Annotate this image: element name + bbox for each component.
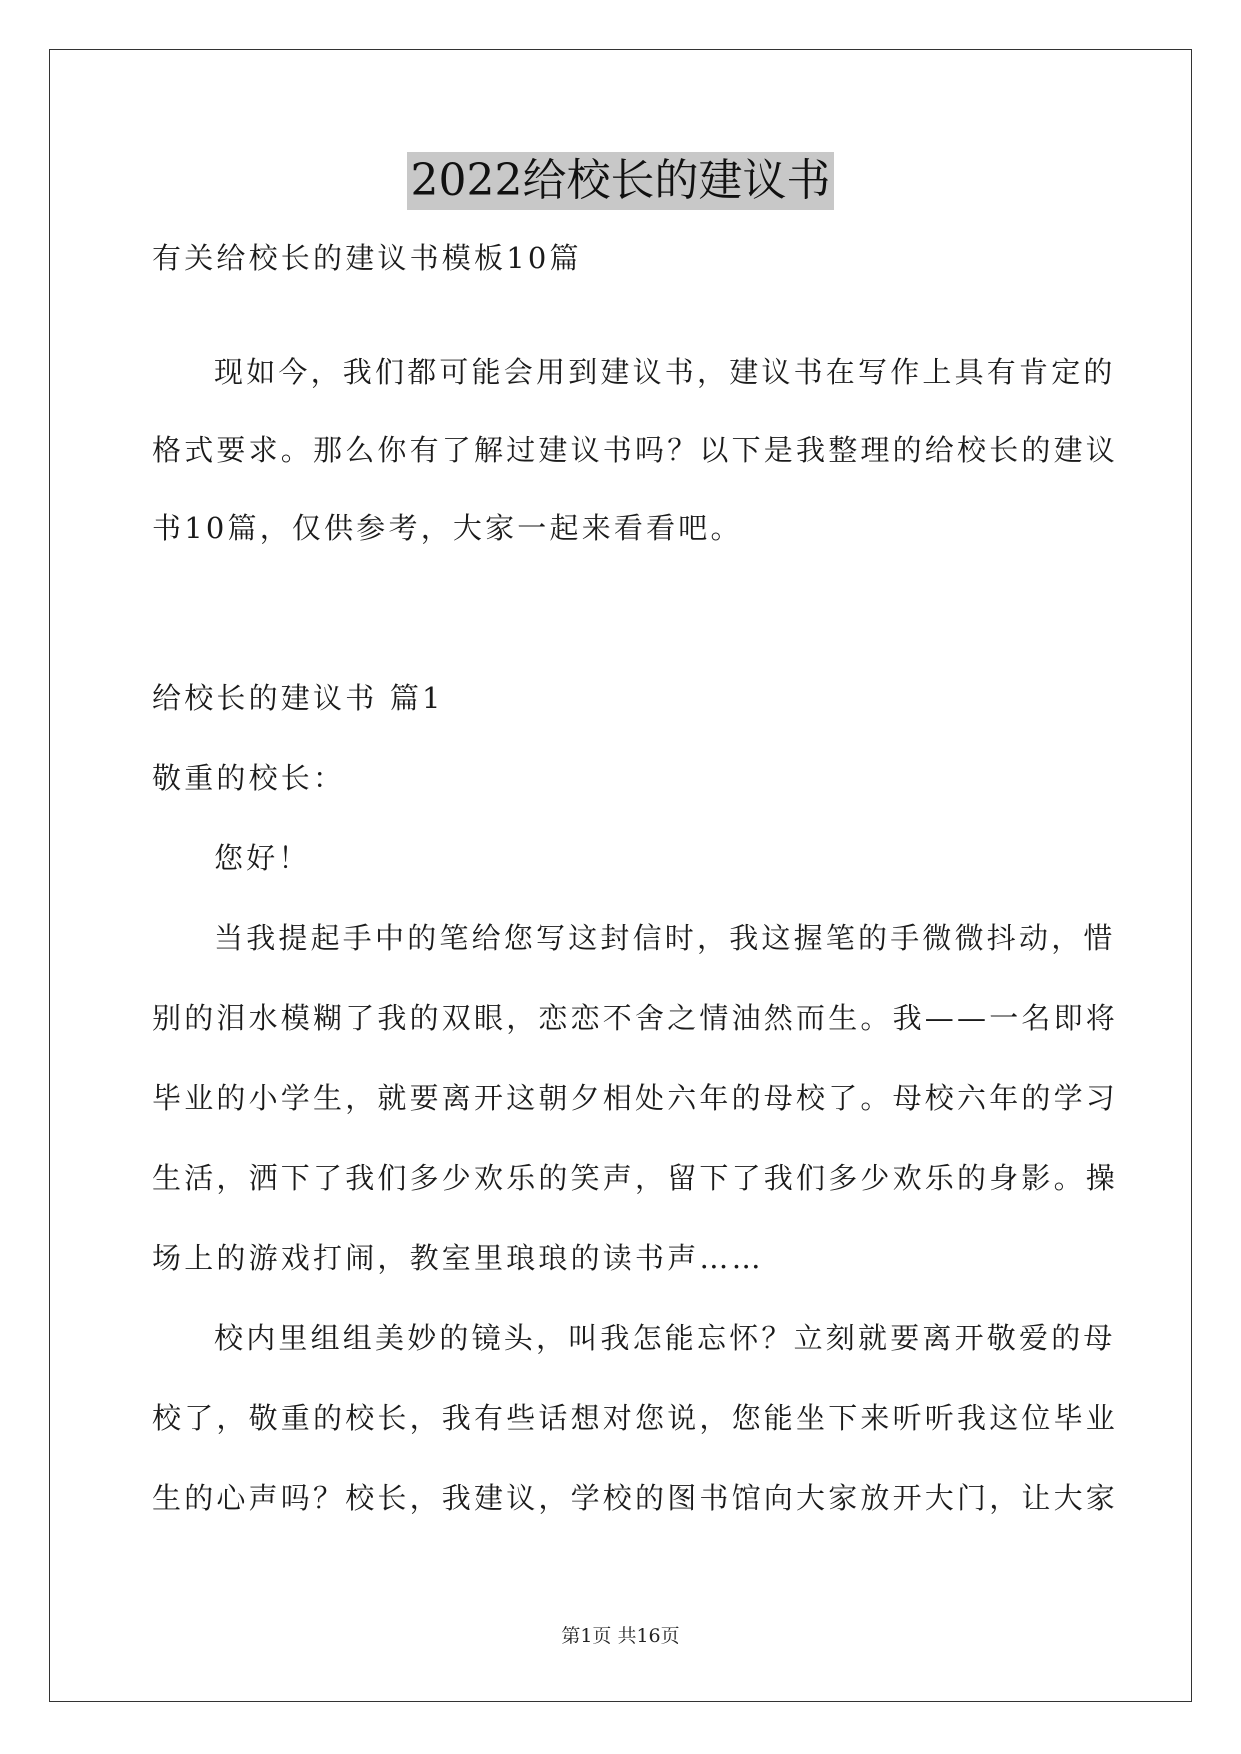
- greeting: 您好！: [214, 841, 311, 875]
- subtitle: 有关给校长的建议书模板10篇: [152, 241, 582, 275]
- paragraph-line: 毕业的小学生，就要离开这朝夕相处六年的母校了。母校六年的学习: [152, 1081, 1119, 1115]
- paragraph-line: 当我提起手中的笔给您写这封信时，我这握笔的手微微抖动，惜: [214, 921, 1116, 955]
- paragraph-line: 校内里组组美妙的镜头，叫我怎能忘怀？立刻就要离开敬爱的母: [214, 1321, 1116, 1355]
- paragraph-line: 生活，洒下了我们多少欢乐的笑声，留下了我们多少欢乐的身影。操: [152, 1161, 1119, 1195]
- title-wrapper: [0, 152, 1241, 210]
- paragraph-line: 现如今，我们都可能会用到建议书，建议书在写作上具有肯定的: [214, 355, 1116, 389]
- paragraph-line: 书10篇，仅供参考，大家一起来看看吧。: [152, 511, 743, 545]
- paragraph-line: 格式要求。那么你有了解过建议书吗？以下是我整理的给校长的建议: [152, 433, 1119, 467]
- document-title: 2022给校长的建议书: [407, 152, 835, 210]
- paragraph-line: 场上的游戏打闹，教室里琅琅的读书声……: [152, 1241, 764, 1275]
- page-footer: 第1页 共16页: [561, 1625, 680, 1647]
- section-heading: 给校长的建议书 篇1: [152, 681, 444, 715]
- paragraph-line: 校了，敬重的校长，我有些话想对您说，您能坐下来听听我这位毕业: [152, 1401, 1119, 1435]
- salutation: 敬重的校长：: [152, 761, 346, 795]
- paragraph-line: 别的泪水模糊了我的双眼，恋恋不舍之情油然而生。我——一名即将: [152, 1001, 1119, 1035]
- paragraph-line: 生的心声吗？校长，我建议，学校的图书馆向大家放开大门，让大家: [152, 1481, 1119, 1515]
